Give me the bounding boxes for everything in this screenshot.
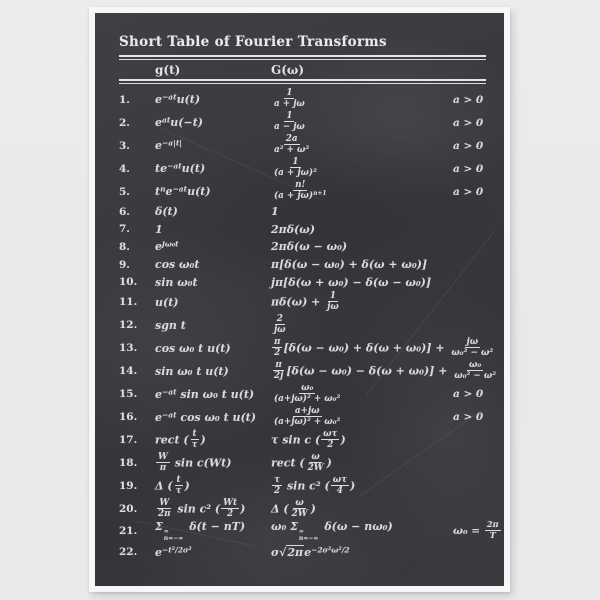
g-formula: $e^{at}u(-t)$ bbox=[155, 115, 204, 129]
condition: a > 0 bbox=[453, 116, 484, 129]
row-number: 18. bbox=[119, 457, 138, 470]
g-formula: u(t) bbox=[155, 295, 179, 309]
g-formula: $t^ne^{-at}u(t)$ bbox=[155, 184, 211, 198]
g-formula: $\frac{W}{2\pi}$ sin c² ( $\frac{Wt}{2}$ ) bbox=[158, 497, 246, 519]
table-row bbox=[119, 383, 500, 406]
g-formula: cos ω₀ t u(t) bbox=[155, 341, 231, 355]
table-row bbox=[119, 406, 500, 429]
G-formula: Δ ( $\frac{\omega}{2W}$ ) bbox=[271, 497, 316, 519]
row-number: 1. bbox=[119, 93, 130, 106]
G-formula: $\frac{2}{j\omega}$ bbox=[274, 313, 286, 335]
G-formula: τ sin c ( $\frac{\omega\tau}{2}$ ) bbox=[271, 428, 346, 450]
G-formula: $\frac{\pi}{2}$ [δ(ω − ω₀) + δ(ω + ω₀)] + $\frac{j\omega}{\text{ω₀² − ω²}}$ bbox=[274, 336, 494, 358]
table-row bbox=[119, 498, 500, 521]
table-row bbox=[119, 180, 500, 203]
g-formula: $e^{-at}$ sin ω₀ t u(t) bbox=[155, 387, 255, 401]
G-formula: $\frac{2a}{\text{a² + ω²}}$ bbox=[274, 133, 310, 155]
g-formula: $e^{-t^2/2\sigma^2}$ bbox=[155, 545, 192, 559]
G-formula: $\frac{n!}{(a + j\omega)^{n+1}}$ bbox=[274, 179, 327, 201]
g-formula: rect ( $\frac{t}{\tau}$ ) bbox=[155, 428, 206, 450]
header-rule bbox=[119, 79, 486, 84]
row-number: 8. bbox=[119, 240, 130, 253]
condition: a > 0 bbox=[453, 139, 484, 152]
g-formula: $e^{-at}$ cos ω₀ t u(t) bbox=[155, 410, 256, 424]
g-formula: $te^{-at}u(t)$ bbox=[155, 161, 206, 175]
g-formula: sgn t bbox=[155, 318, 186, 332]
G-formula: rect ( $\frac{\omega}{2W}$ ) bbox=[271, 451, 332, 473]
transform-table-body bbox=[95, 88, 504, 563]
table-row bbox=[119, 521, 500, 542]
table-row bbox=[119, 221, 500, 239]
G-formula: $\frac{1}{\text{(a + jω)²}}$ bbox=[274, 156, 317, 178]
condition: ω₀ = $\frac{2\pi}{T}$ bbox=[453, 519, 499, 540]
g-formula: $e^{-at}u(t)$ bbox=[155, 92, 201, 106]
G-formula: 2πδ(ω) bbox=[271, 222, 315, 236]
G-formula: 1 bbox=[271, 205, 279, 219]
G-formula: $\frac{1}{a + j\omega}$ bbox=[274, 87, 305, 109]
table-row bbox=[119, 157, 500, 180]
row-number: 3. bbox=[119, 139, 130, 152]
table-row bbox=[119, 314, 500, 337]
table-row bbox=[119, 273, 500, 291]
table-row bbox=[119, 360, 500, 383]
row-number: 2. bbox=[119, 116, 130, 129]
row-number: 10. bbox=[119, 276, 138, 289]
table-row bbox=[119, 238, 500, 256]
table-row bbox=[119, 475, 500, 498]
table-row bbox=[119, 452, 500, 475]
row-number: 14. bbox=[119, 365, 138, 378]
table-row bbox=[119, 542, 500, 563]
table-row bbox=[119, 88, 500, 111]
g-formula: $e^{-a|t|}$ bbox=[155, 138, 182, 152]
condition: a > 0 bbox=[453, 185, 484, 198]
row-number: 17. bbox=[119, 434, 138, 447]
G-formula: ω₀ Σ ∞ n=−∞ δ(ω − nω₀) bbox=[271, 520, 393, 542]
row-number: 20. bbox=[119, 503, 138, 516]
row-number: 16. bbox=[119, 411, 138, 424]
table-row bbox=[119, 291, 500, 314]
table-row bbox=[119, 337, 500, 360]
g-formula: sin ω₀ t u(t) bbox=[155, 364, 229, 378]
column-header-gw: G(ω) bbox=[271, 62, 305, 77]
table-row bbox=[119, 134, 500, 157]
G-formula: $\sigma√2\pi e^{-2\sigma^2\omega^2/2}$ bbox=[271, 545, 350, 559]
G-formula: $\frac{\text{ω₀}}{\text{(a+jω)² + ω₀²}}$ bbox=[274, 382, 341, 404]
g-formula: Δ ( $\frac{t}{\tau}$ ) bbox=[155, 474, 190, 496]
g-formula: cos ω₀t bbox=[155, 258, 200, 272]
row-number: 22. bbox=[119, 546, 138, 559]
table-row bbox=[119, 256, 500, 274]
G-formula: π[δ(ω − ω₀) + δ(ω + ω₀)] bbox=[271, 258, 428, 272]
table-row bbox=[119, 429, 500, 452]
G-formula: πδ(ω) + $\frac{1}{j\omega}$ bbox=[271, 290, 339, 312]
row-number: 9. bbox=[119, 258, 130, 271]
G-formula: $\frac{a+j\omega}{\text{(a+jω)² + ω₀²}}$ bbox=[274, 405, 341, 427]
row-number: 4. bbox=[119, 162, 130, 175]
row-number: 15. bbox=[119, 388, 138, 401]
g-formula: sin ω₀t bbox=[155, 275, 198, 289]
G-formula: $\frac{1}{a - j\omega}$ bbox=[274, 110, 305, 132]
g-formula: 1 bbox=[155, 222, 163, 236]
g-formula: Σ ∞ n=−∞ δ(t − nT) bbox=[155, 520, 246, 542]
poster-title: Short Table of Fourier Transforms bbox=[119, 34, 387, 50]
row-number: 21. bbox=[119, 525, 138, 538]
row-number: 6. bbox=[119, 205, 130, 218]
table-row bbox=[119, 111, 500, 134]
row-number: 5. bbox=[119, 185, 130, 198]
table-header bbox=[95, 60, 504, 79]
row-number: 19. bbox=[119, 480, 138, 493]
row-number: 7. bbox=[119, 223, 130, 236]
condition: a > 0 bbox=[453, 162, 484, 175]
g-formula: $\frac{W}{\pi}$ sin c(Wt) bbox=[158, 451, 232, 473]
condition: a > 0 bbox=[453, 93, 484, 106]
row-number: 11. bbox=[119, 296, 138, 309]
chalkboard bbox=[95, 13, 504, 586]
row-number: 13. bbox=[119, 342, 138, 355]
G-formula: $\frac{\pi}{2j}$ [δ(ω − ω₀) − δ(ω + ω₀)] + $\frac{\text{ω₀}}{\text{ω₀² − ω²}}$ bbox=[274, 359, 497, 381]
condition: a > 0 bbox=[453, 411, 484, 424]
G-formula: 2πδ(ω − ω₀) bbox=[271, 240, 348, 254]
g-formula: δ(t) bbox=[155, 205, 178, 219]
G-formula: $\frac{\tau}{2}$ sin c² ( $\frac{\omega\tau}{4}$ ) bbox=[274, 474, 356, 496]
G-formula: jπ[δ(ω + ω₀) − δ(ω − ω₀)] bbox=[271, 275, 432, 289]
column-header-gt: g(t) bbox=[155, 62, 181, 77]
g-formula: $e^{j\omega_0t}$ bbox=[155, 239, 179, 254]
row-number: 12. bbox=[119, 319, 138, 332]
condition: a > 0 bbox=[453, 388, 484, 401]
poster bbox=[89, 7, 510, 592]
table-row bbox=[119, 203, 500, 221]
